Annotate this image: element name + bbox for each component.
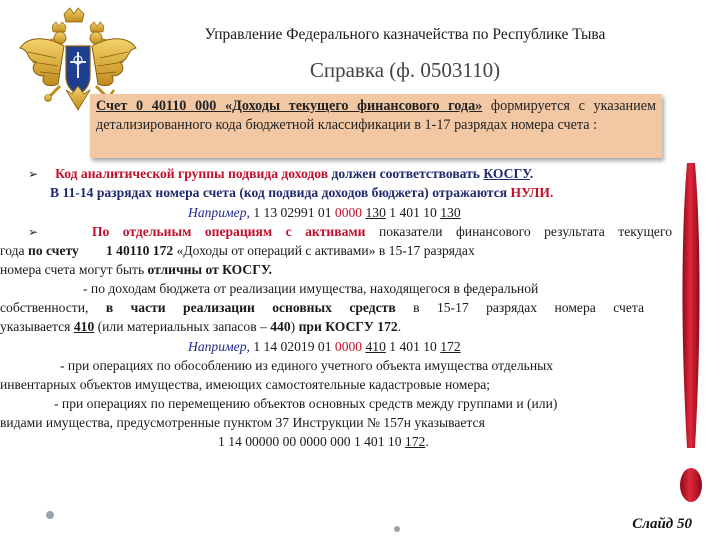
ex2-a: 1 14 02019 01 [249, 339, 335, 354]
slide-number: Слайд 50 [632, 516, 692, 532]
p1-kosgu: КОСГУ [483, 166, 530, 181]
p4-l3b: 410 [73, 319, 95, 334]
organization-name: Управление Федерального казначейства по Республике Тыва [204, 26, 606, 43]
p4-l2c: в 15-17 разрядах номера счета [395, 300, 644, 315]
ex1-label: Например, [188, 205, 250, 220]
p1-lead: Код аналитической группы подвида доходов [55, 166, 329, 181]
ex1-d: 130 [365, 205, 386, 220]
ex2-e: 1 401 10 [385, 339, 441, 354]
p4-l3f: при КОСГУ 172 [298, 319, 398, 334]
footer-dot [46, 511, 54, 519]
footer-dot [394, 526, 400, 532]
account-label: Счет 0 40110 000 «Доходы текущего финансового года» [96, 98, 483, 114]
ex1-f: 130 [440, 205, 461, 220]
paragraph-nuli [50, 183, 553, 202]
example-1 [188, 203, 461, 222]
p6-l2: видами имущества, предусмотренные пунктом 37 Инструкции № 157н указывается [0, 415, 485, 430]
p1-mid: должен соответствовать [328, 166, 484, 181]
paragraph-separation-line1 [60, 356, 553, 375]
ex1-a: 1 13 02991 01 [249, 205, 335, 220]
p4-l3g: . [397, 319, 402, 334]
paragraph-transfer-line1 [54, 394, 557, 413]
example-2 [188, 337, 461, 356]
ex2-f: 172 [440, 339, 461, 354]
page-title: Справка (ф. 0503110) [309, 58, 501, 82]
p2-nuli: НУЛИ. [510, 185, 554, 200]
p4-l3a: указывается [0, 319, 74, 334]
p5-l1: - при операциях по обособлению из единого учетного объекта имущества отдельных [60, 358, 554, 373]
ex1-e: 1 401 10 [385, 205, 441, 220]
p4-l1: - по доходам бюджета от реализации имущества, находящегося в федеральной [83, 281, 539, 296]
p2-text: В 11-14 разрядах номера счета (код подвида доходов бюджета) отражаются [50, 185, 511, 200]
ex2-d: 410 [365, 339, 386, 354]
arrow-bullet-icon: ➢ [28, 167, 39, 181]
arrow-bullet-icon: ➢ [28, 225, 39, 239]
p1-end: . [529, 166, 534, 181]
p3-rest: показатели финансового результата текущего [365, 224, 672, 239]
p4-l2b: в части реализации основных средств [105, 300, 396, 315]
paragraph-assets-line2 [0, 241, 475, 260]
account-callout [90, 94, 662, 158]
p6-l3b: 172 [404, 434, 426, 449]
paragraph-separation-line2 [0, 375, 490, 394]
paragraph-assets-line3 [0, 260, 272, 279]
p5-l2: инвентарных объектов имущества, имеющих самостоятельные кадастровые номера; [0, 377, 491, 392]
p3-l3a: номера счета могут быть [0, 262, 148, 277]
p4-l3e: ) [290, 319, 299, 334]
paragraph-transfer-line3 [218, 432, 429, 451]
p3-l2d: «Доходы от операций с активами» в 15-17 разрядах [173, 243, 475, 258]
paragraph-transfer-line2 [0, 413, 485, 432]
p3-l3b: отличны от КОСГУ. [147, 262, 273, 277]
exclamation-icon [677, 163, 705, 508]
p6-l3c: . [425, 434, 429, 449]
p6-l1: - при операциях по перемещению объектов основных средств между группами и (или) [54, 396, 558, 411]
p6-l3a: 1 14 00000 00 0000 000 1 401 10 [218, 434, 405, 449]
callout-text: формируется с указанием детализированного кода бюджетной классификации в 1-17 разрядах номера счета : [96, 98, 656, 133]
paragraph-sale-line2 [0, 298, 644, 317]
ex1-b: 0000 [334, 205, 363, 220]
p3-lead: По отдельным операциям с активами [91, 224, 366, 239]
paragraph-assets-line1 [0, 222, 672, 242]
p3-l2a: года [0, 243, 28, 258]
p3-l2b: по счету [28, 243, 79, 258]
p4-l2a: собственности, [0, 300, 106, 315]
paragraph-kosgu [28, 164, 533, 184]
p3-l2c: 1 40110 172 [105, 243, 174, 258]
paragraph-sale-line3 [0, 317, 401, 336]
ex2-b: 0000 [334, 339, 363, 354]
p4-l3c: (или материальных запасов – [94, 319, 271, 334]
ex2-label: Например, [188, 339, 250, 354]
p4-l3d: 440 [270, 319, 291, 334]
paragraph-sale-line1 [83, 279, 538, 298]
